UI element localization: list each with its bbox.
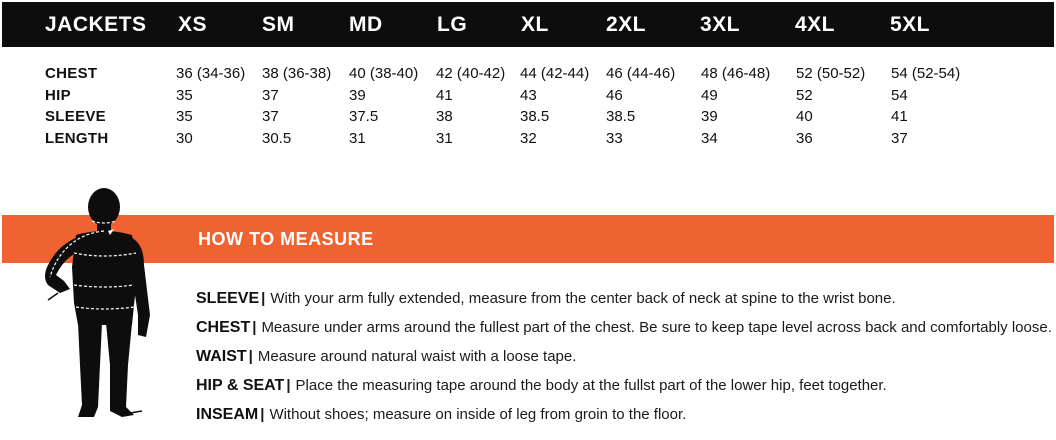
table-cell: 34 [701,130,718,147]
instruction-key: HIP & SEAT [196,377,285,394]
row-label-length: LENGTH [45,130,109,147]
header-3xl: 3XL [700,13,741,36]
header-4xl: 4XL [795,13,836,36]
table-cell: 43 [520,87,537,104]
table-cell: 52 (50-52) [796,65,866,82]
instruction-key: SLEEVE [196,290,260,307]
separator: | [260,406,265,423]
table-cell: 30.5 [262,130,292,147]
instruction-text: With your arm fully extended, measure from the center back of neck at spine to the wrist bone. [270,290,896,307]
table-cell: 41 [891,108,908,125]
separator: | [252,319,257,336]
instruction-text: Place the measuring tape around the body at the fullst part of the lower hip, feet together. [295,377,887,394]
instruction-hip-seat [196,377,887,395]
instruction-inseam [196,406,686,424]
table-cell: 36 (34-36) [176,65,246,82]
table-cell: 37 [262,108,279,125]
instruction-key: WAIST [196,348,247,365]
table-cell: 35 [176,108,193,125]
body-measurement-figure-icon [34,185,164,430]
table-cell: 37.5 [349,108,379,125]
how-to-measure-title: HOW TO MEASURE [198,229,374,249]
table-cell: 41 [436,87,453,104]
instruction-text: Measure under arms around the fullest part of the chest. Be sure to keep tape level across back and comfortably loose. [261,319,1052,336]
table-cell: 44 (42-44) [520,65,590,82]
table-cell: 42 (40-42) [436,65,506,82]
header-5xl: 5XL [890,13,931,36]
header-md: MD [349,13,383,36]
instruction-text: Measure around natural waist with a loose tape. [257,348,577,365]
header-sm: SM [262,13,295,36]
table-cell: 31 [436,130,453,147]
separator: | [286,377,291,394]
separator: | [248,348,253,365]
table-cell: 37 [262,87,279,104]
table-cell: 30 [176,130,193,147]
table-cell: 46 [606,87,623,104]
row-label-sleeve: SLEEVE [45,108,106,125]
table-cell: 38 (36-38) [262,65,332,82]
table-cell: 31 [349,130,366,147]
separator: | [261,290,266,307]
instruction-chest [196,319,1052,337]
instruction-key: CHEST [196,319,251,336]
row-label-chest: CHEST [45,65,98,82]
instruction-text: Without shoes; measure on inside of leg from groin to the floor. [269,406,687,423]
table-cell: 54 [891,87,908,104]
table-cell: 35 [176,87,193,104]
instruction-sleeve [196,290,896,308]
table-cell: 38.5 [606,108,636,125]
header-jackets: JACKETS [45,13,147,36]
header-lg: LG [437,13,468,36]
table-cell: 38.5 [520,108,550,125]
header-xl: XL [521,13,549,36]
table-cell: 37 [891,130,908,147]
table-cell: 39 [349,87,366,104]
table-cell: 46 (44-46) [606,65,676,82]
header-2xl: 2XL [606,13,647,36]
table-cell: 52 [796,87,813,104]
table-cell: 40 (38-40) [349,65,419,82]
row-label-hip: HIP [45,87,71,104]
table-cell: 32 [520,130,537,147]
table-cell: 40 [796,108,813,125]
table-cell: 49 [701,87,718,104]
instruction-waist [196,348,576,366]
table-cell: 48 (46-48) [701,65,771,82]
table-cell: 39 [701,108,718,125]
table-cell: 36 [796,130,813,147]
table-cell: 54 (52-54) [891,65,961,82]
size-table-header [2,2,1054,47]
header-xs: XS [178,13,208,36]
table-cell: 38 [436,108,453,125]
table-cell: 33 [606,130,623,147]
instruction-key: INSEAM [196,406,259,423]
